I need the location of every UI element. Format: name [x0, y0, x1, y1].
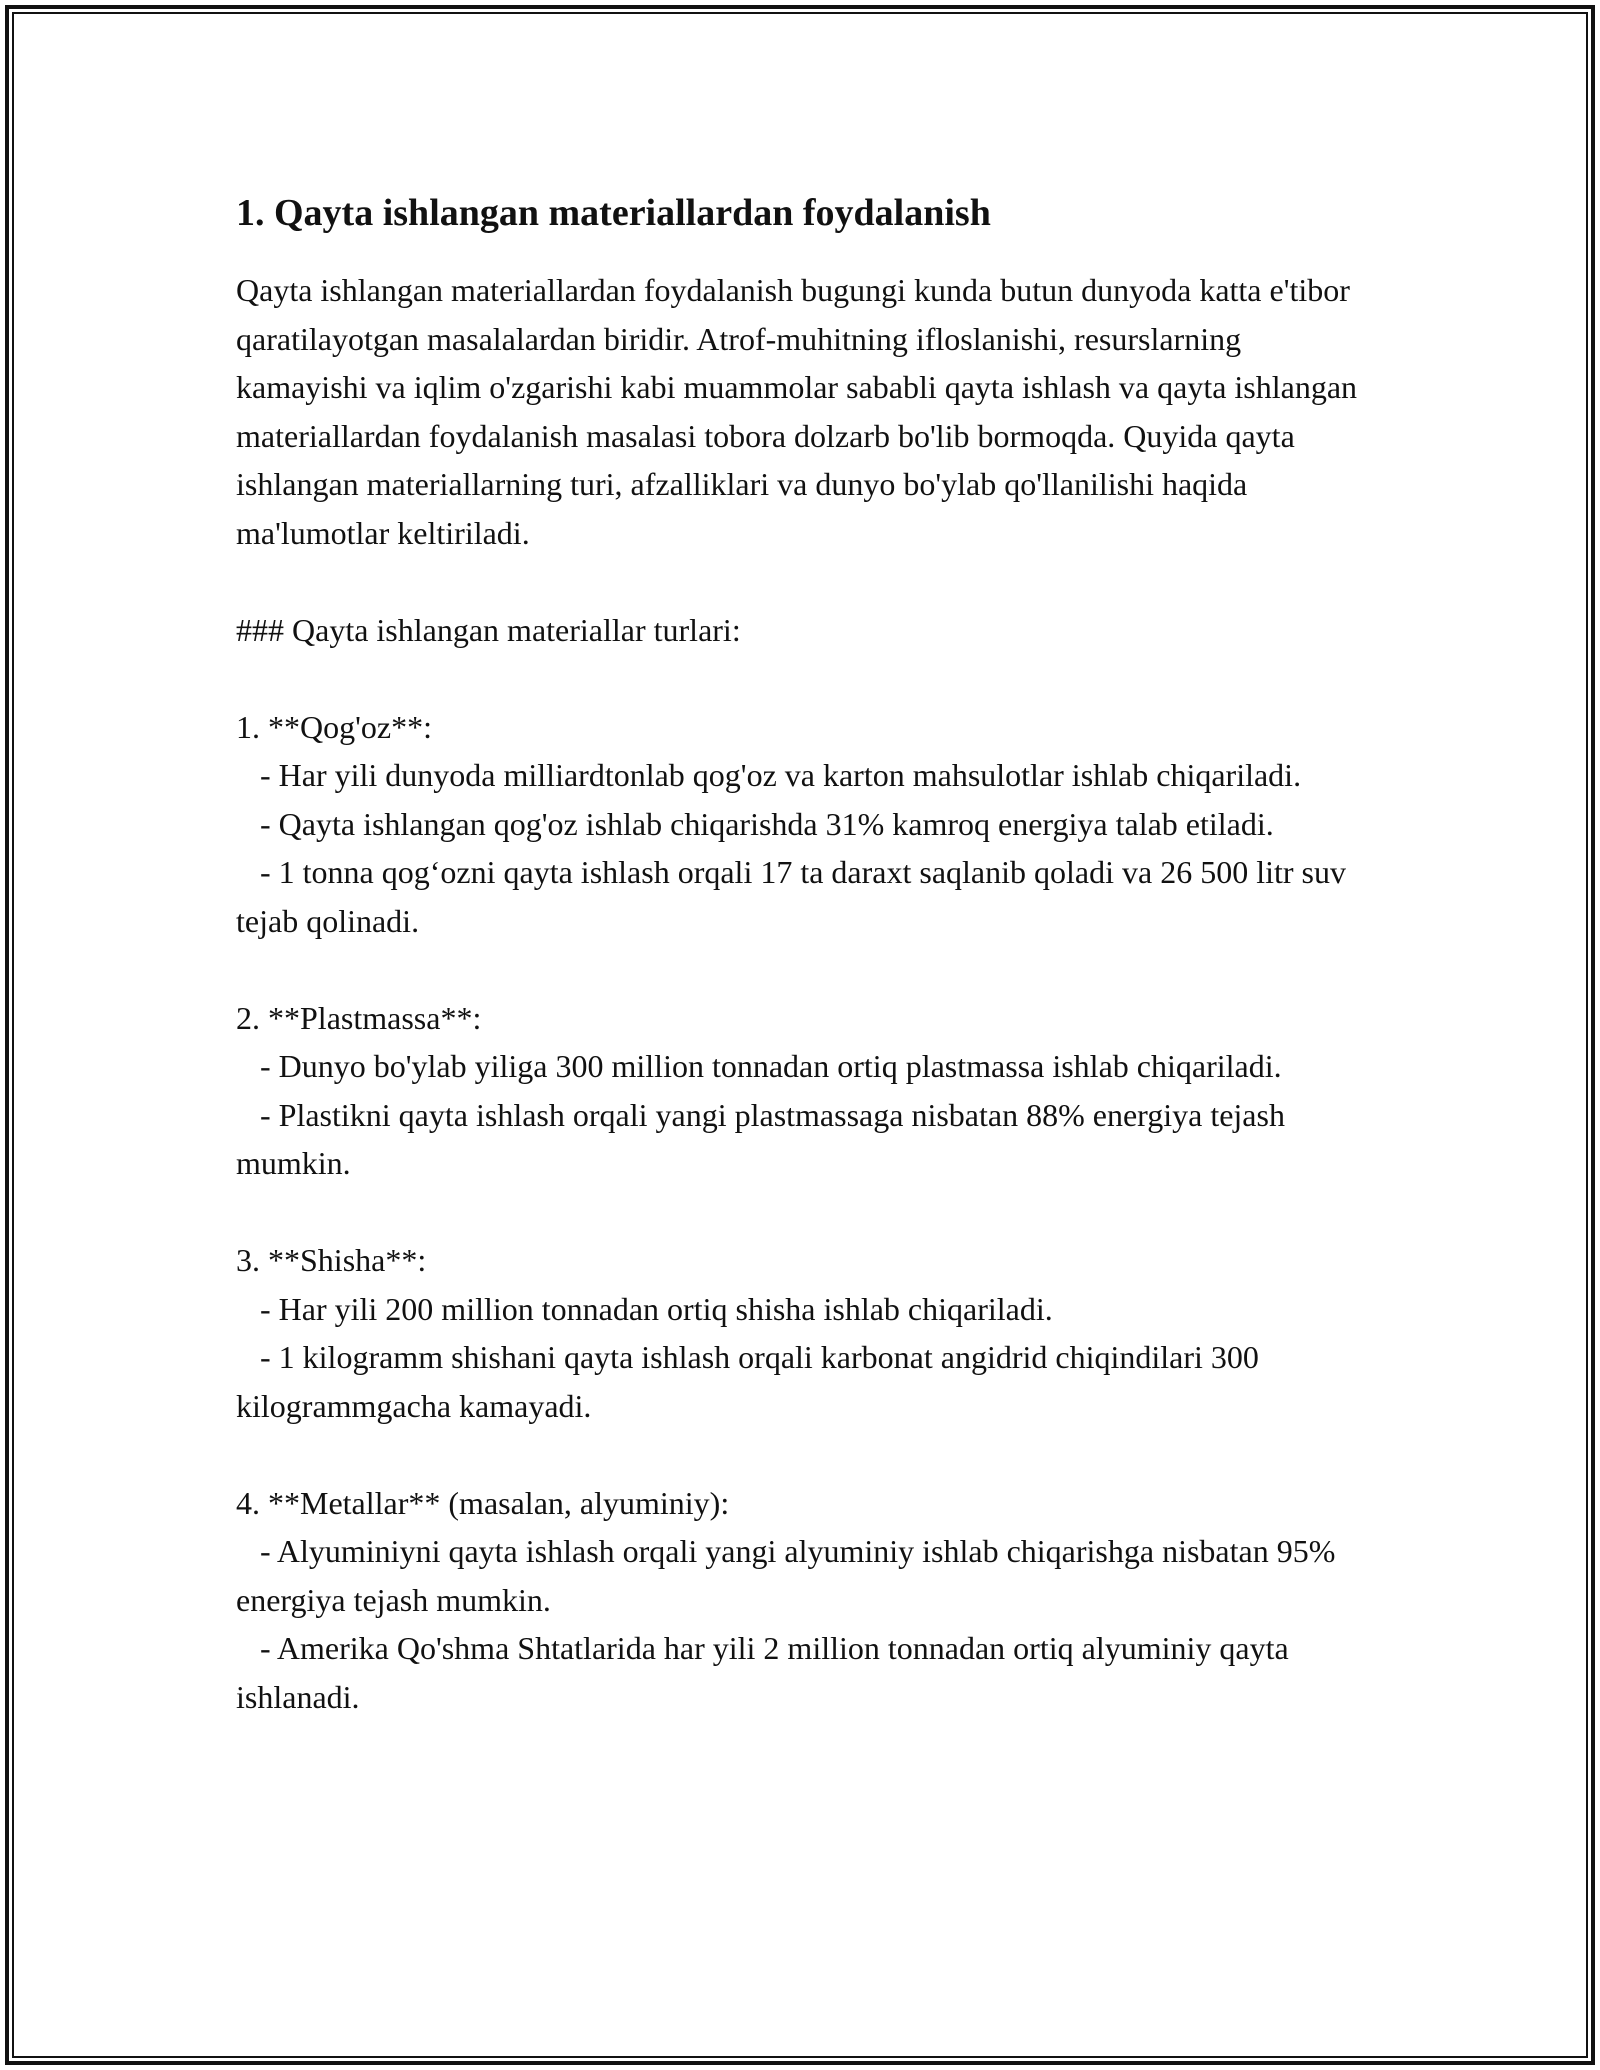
document-body: [236, 186, 1376, 1721]
section-paper: [236, 703, 1376, 946]
list-item: - Alyuminiyni qayta ishlash orqali yangi alyuminiy ishlab chiqarishga nisbatan 95% energiya tejash mumkin.: [236, 1533, 1344, 1618]
list-item: - Har yili 200 million tonnadan ortiq shisha ishlab chiqariladi.: [236, 1290, 1053, 1327]
section-plastic: [236, 994, 1376, 1188]
spacer: [236, 1430, 1376, 1479]
list-item: - Dunyo bo'ylab yiliga 300 million tonnadan ortiq plastmassa ishlab chiqariladi.: [236, 1048, 1282, 1084]
list-item: - Plastikni qayta ishlash orqali yangi plastmassaga nisbatan 88% energiya tejash mumkin.: [236, 1096, 1293, 1181]
section-metals: [236, 1479, 1376, 1722]
spacer: [236, 557, 1376, 606]
section-glass: [236, 1236, 1376, 1430]
section-heading: 2. **Plastmassa**:: [236, 999, 482, 1036]
spacer: [236, 945, 1376, 994]
list-item: - 1 tonna qog‘ozni qayta ishlash orqali 17 ta daraxt saqlanib qoladi va 26 500 litr suv tejab qolinadi.: [236, 854, 1354, 939]
intro-paragraph: Qayta ishlangan materiallardan foydalanish bugungi kunda butun dunyoda katta e'tibor qaratilayotgan masalalardan biridir. Atrof-muhitning ifloslanishi, resurslarning kamayishi va iqlim o'zgarishi kabi muammolar sababli qayta ishlash va qayta ishlangan materiallardan foydalanish masalasi tobora dolzarb bo'lib bormoqda. Quyida qayta ishlangan materiallarning turi, afzalliklari va dunyo bo'ylab qo'llanilishi haqida ma'lumotlar keltiriladi.: [236, 272, 1366, 551]
section-heading: 4. **Metallar** (masalan, alyuminiy):: [236, 1484, 730, 1521]
page-title: 1. Qayta ishlangan materiallardan foydalanish: [236, 192, 991, 234]
section-subheading: ### Qayta ishlangan materiallar turlari:: [236, 611, 741, 648]
list-item: - 1 kilogramm shishani qayta ishlash orqali karbonat angidrid chiqindilari 300 kilogrammgacha kamayadi.: [236, 1339, 1267, 1424]
section-heading: 3. **Shisha**:: [236, 1242, 427, 1278]
list-item: - Amerika Qo'shma Shtatlarida har yili 2 million tonnadan ortiq alyuminiy qayta ishlanadi.: [236, 1630, 1297, 1715]
list-item: - Qayta ishlangan qog'oz ishlab chiqarishda 31% kamroq energiya talab etiladi.: [236, 805, 1274, 842]
section-heading: 1. **Qog'oz**:: [236, 708, 432, 745]
list-item: - Har yili dunyoda milliardtonlab qog'oz va karton mahsulotlar ishlab chiqariladi.: [236, 757, 1302, 793]
spacer: [236, 654, 1376, 703]
spacer: [236, 1188, 1376, 1237]
